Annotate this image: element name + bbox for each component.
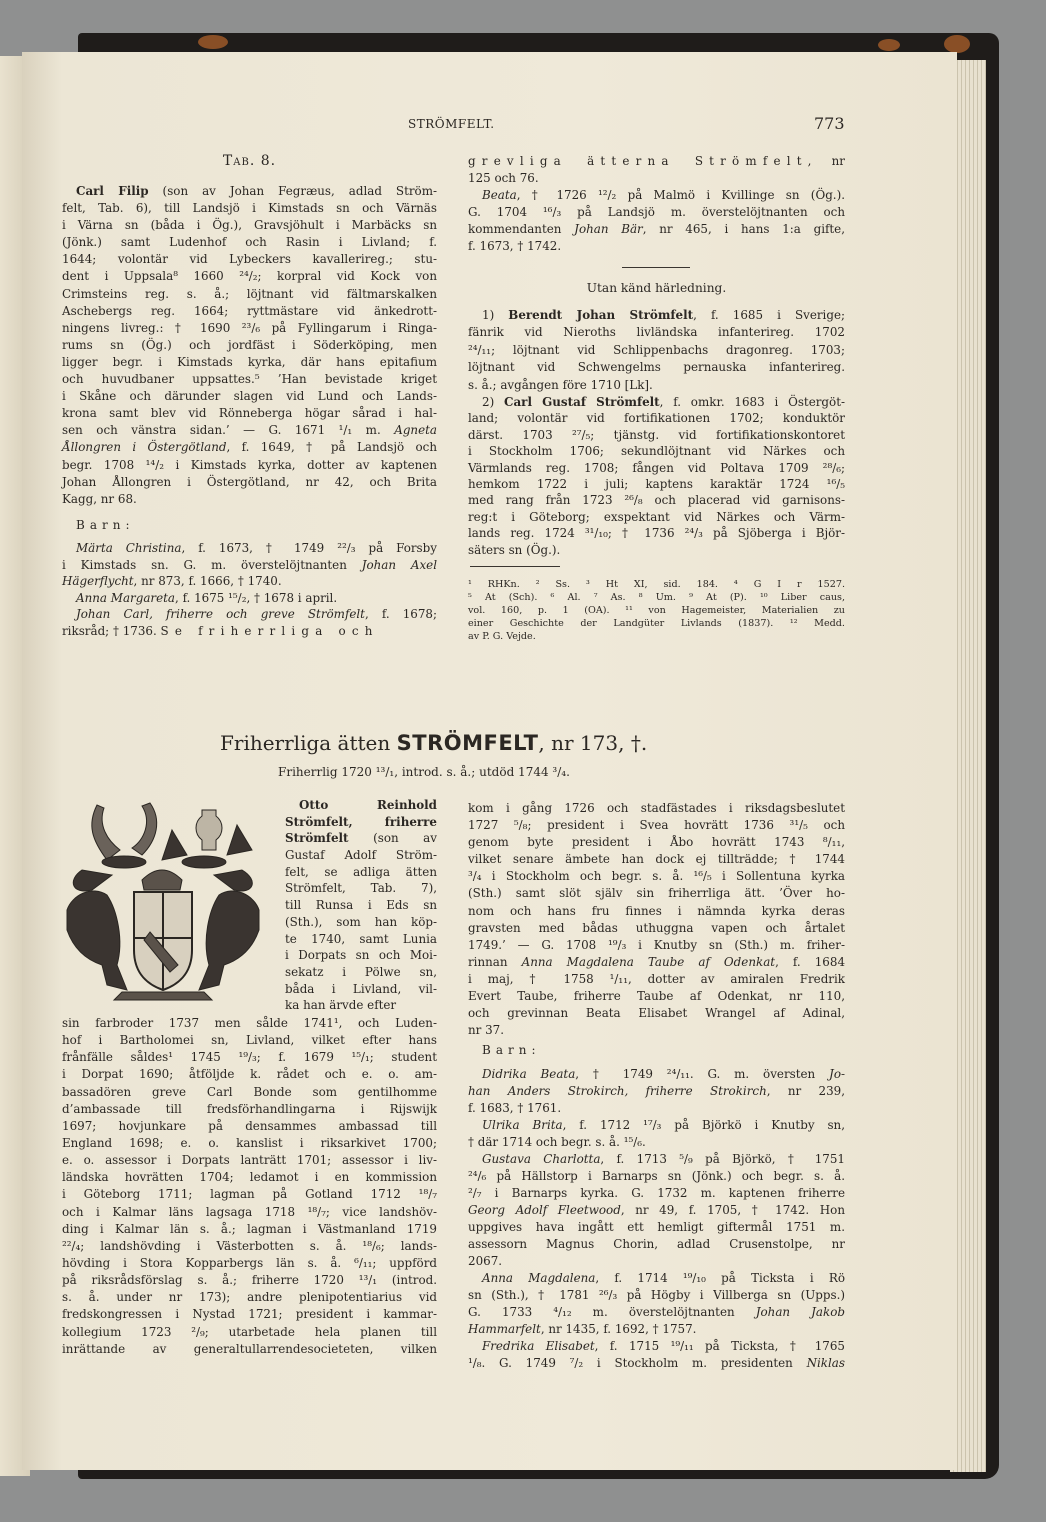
italic-name: Johan Bär xyxy=(574,222,643,237)
text-run: , f. 1685 i Sverige; xyxy=(693,308,845,322)
text-line xyxy=(62,1135,437,1152)
italic-name: Johan Carl, friherre och greve Strömfelt xyxy=(76,607,365,622)
text-line xyxy=(468,377,845,394)
text-run: s. å. under nr 173); andre plenipotentiarius vid xyxy=(62,1290,437,1305)
text-line xyxy=(468,1083,845,1100)
bold-name: Strömfelt xyxy=(285,831,349,846)
text-run: einer Geschichte der Landgüter Livlands (1837). ¹² Medd. xyxy=(468,618,845,629)
text-line xyxy=(62,354,437,371)
child-entry xyxy=(468,1117,845,1151)
text-run: ningens livreg.: † 1690 ²³/₆ på Fyllingarum i Ringa- xyxy=(62,320,437,335)
text-line xyxy=(62,1101,437,1118)
italic-name: Niklas xyxy=(806,1356,845,1370)
text-line xyxy=(468,591,845,604)
text-run: , nr 465, i hans 1:a gifte, xyxy=(642,222,846,237)
text-run: , nr 1435, f. 1692, † 1757. xyxy=(540,1322,697,1336)
text-line xyxy=(468,834,845,851)
text-run: krona samt blev vid Rönneberga högar sårad i hal- xyxy=(62,406,437,421)
text-line xyxy=(62,337,437,354)
text-line xyxy=(468,1321,845,1338)
text-run: , nr 49, f. 1705, † 1742. Hon xyxy=(620,1203,845,1217)
text-run: genom byte president i Åbo hovrätt 1743 ⁸/₁₁, xyxy=(468,835,845,850)
text-run: , f. 1675 ¹⁵/₂, † 1678 i april. xyxy=(175,590,338,605)
text-line xyxy=(468,971,845,988)
text-line xyxy=(62,1015,437,1032)
spaced-text: grevliga ätterna Strömfelt, xyxy=(468,154,818,168)
text-run: och huvudbaner uppsattes.⁵ ’Han bevistade kriget xyxy=(62,372,437,387)
text-line xyxy=(62,1289,437,1306)
text-run: ligger begr. i Kimstads kyrka, där hans epitafium xyxy=(62,354,437,369)
text-line xyxy=(285,981,437,998)
section-title xyxy=(220,731,647,755)
text-line xyxy=(62,405,437,422)
text-line xyxy=(468,492,845,508)
text-run: f. 1683, † 1761. xyxy=(468,1101,562,1115)
text-line xyxy=(62,268,437,285)
text-run: , nr 239, xyxy=(766,1084,845,1098)
text-line xyxy=(62,1049,437,1066)
text-line xyxy=(62,183,437,200)
text-run: ding i Kalmar län s. å.; lagman i Västmanland 1719 xyxy=(62,1221,437,1236)
text-line xyxy=(62,1152,437,1169)
entry-otto-reinhold-wide xyxy=(62,1015,437,1358)
text-line xyxy=(468,1066,845,1083)
italic-name: Ulrika Brita xyxy=(482,1118,563,1132)
text-run: land; volontär vid fortifikationen 1702; konduktör xyxy=(468,411,845,426)
bold-name: Otto Reinhold xyxy=(299,798,437,812)
text-line xyxy=(468,851,845,868)
text-line xyxy=(468,1270,845,1287)
text-line xyxy=(285,847,437,864)
text-line xyxy=(468,394,845,410)
text-run: † där 1714 och begr. s. å. ¹⁵/₆. xyxy=(468,1135,646,1149)
text-line xyxy=(62,1272,437,1289)
text-run: Gustaf Adolf Ström- xyxy=(285,848,437,863)
text-run: felt, se adliga ätten xyxy=(285,864,437,879)
text-line xyxy=(468,342,845,359)
text-run: i Dorpat 1690; åtföljde k. rådet och e. o. am- xyxy=(62,1067,437,1082)
running-title: STRÖMFELT. xyxy=(408,117,495,131)
text-line xyxy=(468,427,845,443)
text-line xyxy=(468,1253,845,1270)
text-run: (Jönk.) samt Ludenhof och Rasin i Livland; f. xyxy=(62,235,437,250)
text-line xyxy=(62,557,437,574)
text-line xyxy=(468,509,845,525)
text-run: (Sth.), som han köp- xyxy=(285,914,437,929)
text-run: Johan Ållongren i Östergötland, nr 42, och Brita xyxy=(62,474,437,489)
text-run: fänrik vid Nieroths livländska infanterireg. 1702 xyxy=(468,325,845,340)
text-run: , f. 1715 ¹⁹/₁₁ på Ticksta, † 1765 xyxy=(594,1339,845,1353)
text-line xyxy=(285,830,437,847)
text-line xyxy=(62,217,437,234)
text-line xyxy=(468,988,845,1005)
text-run: av P. G. Vejde. xyxy=(468,631,536,642)
bold-name: Berendt Johan Strömfelt xyxy=(508,308,694,322)
text-line xyxy=(62,1341,437,1358)
text-line xyxy=(468,1134,845,1151)
text-run: ländska hovrätten 1704; ledamot i en kommission xyxy=(62,1170,437,1185)
text-run: ¹ RHKn. ² Ss. ³ Ht XI, sid. 184. ⁴ G I r 1527. xyxy=(468,579,845,590)
italic-name: Hammarfelt xyxy=(468,1322,541,1336)
text-line xyxy=(62,1238,437,1255)
text-line xyxy=(468,1219,845,1236)
text-run: kom i gång 1726 och stadfästades i riksdagsbeslutet xyxy=(468,801,845,815)
text-run: sn (Sth.), † 1781 ²⁶/₃ på Högby i Villberga sn (Upps.) xyxy=(468,1288,845,1302)
text-line xyxy=(468,204,845,221)
text-run: 125 och 76. xyxy=(468,170,539,185)
text-run: 1697; hovjunkare på densammes ambassad till xyxy=(62,1118,437,1133)
text-line xyxy=(62,251,437,268)
text-run: bassadören greve Carl Bonde som gentilhomme xyxy=(62,1084,437,1099)
cover-marbling xyxy=(198,35,228,49)
text-line xyxy=(285,947,437,964)
text-line xyxy=(468,1338,845,1355)
text-line xyxy=(62,1084,437,1101)
text-run: sekatz i Pölwe sn, xyxy=(285,964,437,979)
text-run: Aschebergs reg. 1664; ryttmästare vid änkedrott- xyxy=(62,303,437,318)
text-run: vol. 160, p. 1 (OA). ¹¹ von Hagemeister, Materialien zu xyxy=(468,605,845,616)
italic-name: Jo- xyxy=(829,1067,845,1081)
text-line xyxy=(62,457,437,474)
italic-name: Hägerflycht xyxy=(62,574,134,589)
text-run: i Kimstads sn. G. m. överstelöjtnanten xyxy=(62,557,362,572)
text-run: 2067. xyxy=(468,1254,503,1268)
cover-marbling xyxy=(878,39,900,51)
text-run: löjtnant vid Schwengelms pernauska infanterireg. xyxy=(468,360,845,375)
text-line xyxy=(468,307,845,324)
text-line xyxy=(62,371,437,388)
text-line xyxy=(468,1151,845,1168)
italic-name: Beata xyxy=(482,188,517,202)
text-run: ²⁴/₆ på Hällstorp i Barnarps sn (Jönk.) och begr. s. å. xyxy=(468,1169,845,1183)
text-run: i maj, † 1758 ¹/₁₁, dotter av amiralen Fredrik xyxy=(468,971,845,986)
text-run: , f. 1684 xyxy=(775,954,846,969)
text-line xyxy=(468,817,845,834)
text-run: f. 1673, † 1742. xyxy=(468,239,562,254)
text-line xyxy=(468,1355,845,1372)
text-run: ²²/₄; landshövding i Västerbotten s. å. ¹⁸/₆; lands- xyxy=(62,1238,437,1253)
text-run: 1644; volontär vid Lybeckers kavallerireg.; stu- xyxy=(62,252,437,267)
text-line xyxy=(468,324,845,341)
text-run: , f. 1713 ⁵/₉ på Björkö, † 1751 xyxy=(600,1152,845,1166)
text-run: nr 37. xyxy=(468,1023,505,1038)
italic-name: Johan Axel xyxy=(361,557,437,572)
text-line xyxy=(62,1255,437,1272)
text-run: , f. 1712 ¹⁷/₃ på Björkö i Knutby sn, xyxy=(562,1118,845,1132)
text-line xyxy=(285,897,437,914)
text-line xyxy=(62,623,437,640)
child-entry xyxy=(468,1066,845,1117)
table-title: Tab. 8. xyxy=(222,153,277,169)
text-run: säters sn (Ög.). xyxy=(468,542,561,557)
child-entry xyxy=(468,1338,845,1372)
text-run: , † 1749 ²⁴/₁₁. G. m. översten xyxy=(575,1067,830,1081)
entry-carl-filip xyxy=(62,183,437,508)
child-entry xyxy=(62,540,437,590)
text-line xyxy=(468,170,845,187)
text-run: i Dorpats sn och Moi- xyxy=(285,948,437,963)
child-entry xyxy=(468,1151,845,1270)
italic-name: Ållongren i Östergötland xyxy=(62,440,227,455)
text-line xyxy=(62,606,437,623)
italic-name: Fredrika Elisabet xyxy=(482,1339,595,1353)
text-line xyxy=(468,617,845,630)
text-line xyxy=(62,474,437,491)
text-run: (Sth.) samt slöt själv sin friherrliga ätt. ’Över ho- xyxy=(468,886,845,901)
text-line xyxy=(62,1221,437,1238)
italic-name: Didrika Beata xyxy=(482,1067,576,1081)
text-line xyxy=(468,460,845,476)
text-run: vilket senare ämbete han dock ej tillträdde; † 1744 xyxy=(468,852,845,867)
text-run: ⁵ At (Sch). ⁶ Al. ⁷ As. ⁸ Um. ⁹ At (P). ¹⁰ Liber caus, xyxy=(468,592,845,603)
coat-of-arms-icon xyxy=(62,800,264,1006)
text-run: och i Kalmar läns lagsaga 1718 ¹⁸/₇; vice landshöv- xyxy=(62,1204,437,1219)
italic-name: Georg Adolf Fleetwood xyxy=(468,1203,621,1217)
text-run: assessorn Magnus Chorin, adlad Crusenstolpe, nr xyxy=(468,1237,845,1251)
text-line xyxy=(62,200,437,217)
text-line xyxy=(285,797,437,814)
text-run: frånfälle såldes¹ 1745 ¹⁹/₃; f. 1679 ¹⁵/₁; student xyxy=(62,1050,437,1065)
italic-name: Anna Margareta xyxy=(76,590,176,605)
text-line xyxy=(285,931,437,948)
text-line xyxy=(62,573,437,590)
bold-name: Carl Gustaf Strömfelt xyxy=(504,395,660,409)
text-line xyxy=(62,439,437,456)
footnote-divider xyxy=(470,566,560,567)
text-run: hemkom 1722 i juli; kaptens karaktär 1724 ¹⁶/₅ xyxy=(468,476,845,491)
text-line xyxy=(468,1022,845,1039)
text-run: i Skåne och därunder slagen vid Lund och Lands- xyxy=(62,389,437,404)
text-line xyxy=(62,540,437,557)
text-run: i Värna sn (båda i Ög.), Gravsjöhult i Marbäcks sn xyxy=(62,218,437,233)
entry-carl-gustaf xyxy=(468,394,845,558)
text-run: , f. 1649, † på Landsjö och xyxy=(226,440,437,455)
text-run: ¹/₈. G. 1749 ⁷/₂ i Stockholm m. presidenten xyxy=(468,1356,807,1370)
text-line xyxy=(285,880,437,897)
text-run: d’ambassade till fredsförhandlingarna i Rijswijk xyxy=(62,1101,437,1116)
text-run: och grevinnan Beata Elisabet Wrangel af Adinal, xyxy=(468,1006,845,1021)
text-line xyxy=(62,1204,437,1221)
text-line xyxy=(468,954,845,971)
text-line xyxy=(468,604,845,617)
text-line xyxy=(62,1324,437,1341)
entry-continuation xyxy=(468,153,845,186)
bold-name: Strömfelt, friherre xyxy=(285,814,437,829)
text-line xyxy=(62,388,437,405)
text-line xyxy=(62,286,437,303)
text-run: gravsten med bådas uthuggna vapen och årtalet xyxy=(468,920,845,935)
text-run: England 1698; e. o. kanslist i riksarkivet 1700; xyxy=(62,1135,437,1150)
text-run: till Runsa i Eds sn xyxy=(285,898,437,913)
text-run: rinnan xyxy=(468,954,522,969)
text-run: , nr 873, f. 1666, † 1740. xyxy=(133,574,282,589)
text-line xyxy=(62,1169,437,1186)
italic-name: Johan Jakob xyxy=(755,1305,845,1319)
text-line xyxy=(468,1236,845,1253)
text-run: te 1740, samt Lunia xyxy=(285,931,437,946)
entry-otto-reinhold-narrow xyxy=(285,797,437,1014)
text-run: (son av Johan Fegræus, adlad Ström- xyxy=(148,184,437,198)
text-line xyxy=(468,920,845,937)
text-line xyxy=(468,221,845,238)
cover-marbling xyxy=(944,35,970,53)
text-line xyxy=(285,964,437,981)
entry-otto-reinhold-continued xyxy=(468,800,845,1039)
text-line xyxy=(62,303,437,320)
text-line xyxy=(62,320,437,337)
italic-name: Anna Magdalena Taube af Odenkat xyxy=(521,954,776,969)
text-line xyxy=(468,800,845,817)
text-line xyxy=(468,1287,845,1304)
text-run: hof i Bartholomei sn, Livland, vilket efter hans xyxy=(62,1033,437,1048)
children-list xyxy=(468,1066,845,1372)
section-title-name: STRÖMFELT xyxy=(396,731,539,755)
italic-name: han Anders Strokirch, friherre Strokirch xyxy=(468,1084,767,1098)
text-line xyxy=(62,234,437,251)
text-line xyxy=(468,153,845,170)
text-line xyxy=(468,630,845,643)
text-run: G. 1704 ¹⁶/₃ på Landsjö m. överstelöjtnanten och xyxy=(468,205,845,220)
page-number: 773 xyxy=(814,114,845,133)
italic-name: Anna Magdalena xyxy=(482,1271,596,1285)
italic-name: Märta Christina xyxy=(76,541,182,555)
text-line xyxy=(468,238,845,255)
text-run: reg:t i Göteborg; exspektant vid Närkes och Värm- xyxy=(468,509,845,524)
child-entry xyxy=(468,1270,845,1338)
text-run: , f. 1678; xyxy=(364,607,437,622)
section-title-prefix: Friherrliga ätten xyxy=(220,731,397,755)
text-run: , f. omkr. 1683 i Östergöt- xyxy=(659,395,845,409)
text-run: nom och hans fru finnes i nämnda kyrka deras xyxy=(468,903,845,918)
text-run: felt, Tab. 6), till Landsjö i Kimstads sn och Värnäs xyxy=(62,201,437,216)
text-line xyxy=(62,1032,437,1049)
text-run: inrättande av generaltullarrendesocieteten, vilken xyxy=(62,1341,437,1356)
text-run: i Göteborg 1711; lagman på Gotland 1712 ¹⁸/₇ xyxy=(62,1187,437,1202)
text-run: kollegium 1723 ²/₉; utarbetade hela planen till xyxy=(62,1324,437,1339)
text-run: sin farbroder 1737 men sålde 1741¹, och Luden- xyxy=(62,1016,437,1030)
text-line xyxy=(468,542,845,558)
text-run: hövding i Stora Kopparbergs län s. å. ⁶/₁₁; uppförd xyxy=(62,1255,437,1270)
children-list xyxy=(62,540,437,640)
text-line xyxy=(468,1117,845,1134)
text-line xyxy=(468,1202,845,1219)
text-run: ka han ärvde efter xyxy=(285,998,397,1013)
text-line xyxy=(468,1168,845,1185)
text-line xyxy=(468,410,845,426)
text-run: 1727 ⁵/₈; president i Svea hovrätt 1736 ³¹/₅ och xyxy=(468,818,845,833)
text-run: därst. 1703 ²⁷/₅; tjänstg. vid fortifikationskontoret xyxy=(468,427,845,442)
text-run: fredskongressen i Nystad 1721; president i kammar- xyxy=(62,1307,437,1322)
unknown-origin-heading: Utan känd härledning. xyxy=(586,281,727,295)
spaced-text: Se friherrliga och xyxy=(160,623,379,638)
text-run: dent i Uppsala⁸ 1660 ²⁴/₂; korpral vid Kock von xyxy=(62,269,437,284)
child-entry xyxy=(62,590,437,607)
entry-beata xyxy=(468,187,845,255)
text-line xyxy=(285,814,437,831)
text-run: båda i Livland, vil- xyxy=(285,981,437,996)
text-line xyxy=(62,1066,437,1083)
text-line xyxy=(468,359,845,376)
text-run: kommendanten xyxy=(468,222,575,237)
text-run: lands reg. 1724 ³¹/₁₀; † 1736 ²⁴/₃ på Sjöberga i Björ- xyxy=(468,526,845,541)
section-subtitle: Friherrlig 1720 ¹³/₁, introd. s. å.; utdöd 1744 ³/₄. xyxy=(278,765,570,779)
children-label: Barn: xyxy=(76,518,135,532)
bold-name: Carl Filip xyxy=(76,184,149,198)
text-line xyxy=(468,1100,845,1117)
text-line xyxy=(468,903,845,920)
text-run: 1749.’ — G. 1708 ¹⁹/₃ i Knutby sn (Sth.) m. friher- xyxy=(468,937,845,952)
text-run: s. å.; avgången före 1710 [Lk]. xyxy=(468,377,653,392)
text-line xyxy=(468,885,845,902)
text-run: 1) xyxy=(482,308,509,322)
text-line xyxy=(468,1005,845,1022)
text-run: G. 1733 ⁴/₁₂ m. överstelöjtnanten xyxy=(468,1305,756,1319)
text-line xyxy=(62,1306,437,1323)
text-run: , f. 1714 ¹⁹/₁₀ på Ticksta i Rö xyxy=(595,1271,846,1285)
text-line xyxy=(62,1118,437,1135)
text-line xyxy=(62,491,437,508)
section-title-suffix: , nr 173, †. xyxy=(538,731,648,755)
text-run: e. o. assessor i Dorpats lanträtt 1701; assessor i liv- xyxy=(62,1153,437,1168)
text-line xyxy=(468,187,845,204)
text-line xyxy=(468,1185,845,1202)
text-line xyxy=(62,422,437,439)
text-line xyxy=(468,868,845,885)
text-run: riksråd; † 1736. xyxy=(62,623,161,638)
text-run: , † 1726 ¹²/₂ på Malmö i Kvillinge sn (Ög.). xyxy=(516,188,845,202)
text-run: ²⁴/₁₁; löjtnant vid Schlippenbachs dragonreg. 1703; xyxy=(468,342,845,357)
text-line xyxy=(468,476,845,492)
text-run: 2) xyxy=(482,395,505,409)
text-line xyxy=(285,864,437,881)
text-run: Kagg, nr 68. xyxy=(62,491,137,506)
italic-name: Agneta xyxy=(394,423,437,438)
text-run: i Stockholm 1706; sekundlöjtnant vid Närkes och xyxy=(468,444,845,459)
section-divider xyxy=(622,267,690,268)
text-line xyxy=(468,443,845,459)
text-run: nr xyxy=(817,154,845,168)
text-run: uppgives hava ingått ett hemligt giftermål 1751 m. xyxy=(468,1220,845,1234)
text-run: Evert Taube, friherre Taube af Odenkat, nr 110, xyxy=(468,989,845,1004)
children-label: Barn: xyxy=(482,1043,541,1057)
text-run: sen och vänstra sidan.’ — G. 1671 ¹/₁ m. xyxy=(62,423,395,438)
italic-name: Gustava Charlotta xyxy=(482,1152,601,1166)
text-run: ²/₇ i Barnarps kyrka. G. 1732 m. kaptenen friherre xyxy=(468,1186,845,1200)
text-run: begr. 1708 ¹⁴/₂ i Kimstads kyrka, dotter av kaptenen xyxy=(62,457,437,472)
text-run: , f. 1673, † 1749 ²²/₃ på Forsby xyxy=(181,541,437,555)
text-run: med rang från 1723 ²⁶/₈ och placerad vid garnisons- xyxy=(468,493,845,508)
text-run: ³/₄ i Stockholm och begr. s. å. ¹⁶/₅ i Sollentuna kyrka xyxy=(468,869,845,884)
text-run: Strömfelt, Tab. 7), xyxy=(285,881,437,896)
text-run: på riksrådsförslag s. å.; friherre 1720 ¹³/₁ (introd. xyxy=(62,1273,437,1288)
text-run: Värmlands reg. 1708; fången vid Poltava 1709 ²⁸/₆; xyxy=(468,460,845,475)
child-entry xyxy=(62,606,437,639)
text-line xyxy=(285,997,437,1014)
text-line xyxy=(468,578,845,591)
text-line xyxy=(468,1304,845,1321)
text-line xyxy=(62,590,437,607)
text-line xyxy=(285,914,437,931)
text-run: rums sn (Ög.) och jordfäst i Söderköping, men xyxy=(62,337,437,352)
text-line xyxy=(62,1186,437,1203)
text-run: Crimsteins reg. s. å.; löjtnant vid fältmarskalken xyxy=(62,286,437,301)
text-line xyxy=(468,937,845,954)
text-run: (son av xyxy=(348,831,437,846)
footnotes xyxy=(468,578,845,643)
entry-berendt-johan xyxy=(468,307,845,394)
text-line xyxy=(468,525,845,541)
